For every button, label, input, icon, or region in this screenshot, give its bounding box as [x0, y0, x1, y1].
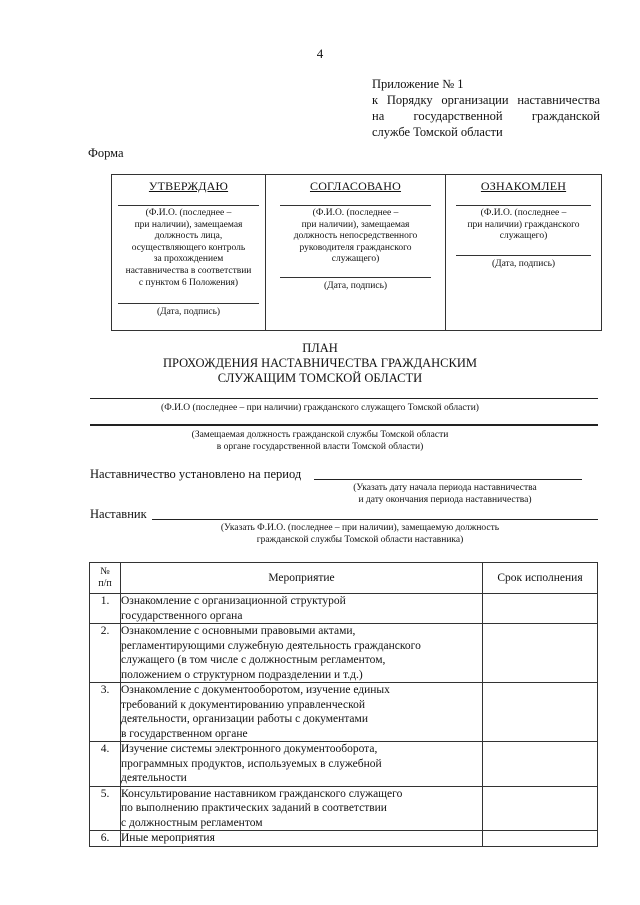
desc-line: должность лица,	[154, 231, 223, 242]
agree-heading: СОГЛАСОВАНО	[309, 179, 402, 193]
row-event	[121, 831, 483, 847]
event-line: Изучение системы электронного документооборота,	[121, 743, 378, 755]
events-table	[89, 562, 598, 847]
table-header-row	[90, 563, 598, 594]
caption-line: (Замещаемая должность гражданской службы Томской области	[191, 430, 449, 440]
event-line: требований к документированию управленческой	[121, 698, 366, 711]
plan-title-line: СЛУЖАЩИМ ТОМСКОЙ ОБЛАСТИ	[217, 371, 423, 385]
desc-line: (Ф.И.О. (последнее –	[145, 208, 232, 218]
form-label: Форма	[88, 146, 124, 160]
row-term	[483, 683, 598, 742]
approval-box	[111, 174, 602, 331]
agree-sign-caption: (Дата, подпись)	[323, 281, 388, 291]
fio-caption: (Ф.И.О (последнее – при наличии) гражданского служащего Томской области)	[161, 403, 479, 413]
row-number: 2.	[90, 624, 121, 683]
row-term	[483, 624, 598, 683]
desc-line: служащего)	[331, 254, 380, 265]
acquainted-sign-caption: (Дата, подпись)	[491, 259, 556, 269]
event-line: программных продуктов, используемых в служебной	[121, 757, 382, 770]
row-event	[121, 594, 483, 624]
approve-description	[112, 208, 265, 289]
row-number: 6.	[90, 831, 121, 847]
event-line: регламентирующими служебную деятельность гражданского	[121, 639, 421, 652]
header-number-line: п/п	[98, 578, 112, 589]
row-term	[483, 594, 598, 624]
acquainted-heading: ОЗНАКОМЛЕН	[480, 179, 567, 193]
signature-line	[456, 255, 591, 256]
acquainted-column	[446, 175, 601, 330]
hint-line: (Указать Ф.И.О. (последнее – при наличии), замещаемую должность	[220, 523, 500, 533]
desc-line: при наличии) гражданского	[467, 219, 580, 230]
signature-line	[280, 277, 431, 278]
approve-heading: УТВЕРЖДАЮ	[148, 179, 229, 193]
table-row	[90, 742, 598, 787]
header-number	[90, 563, 121, 594]
desc-line: при наличии), замещаемая	[301, 219, 410, 230]
plan-title-line: ПЛАН	[302, 341, 338, 355]
event-line: в государственном органе	[121, 727, 248, 740]
event-line: по выполнению практических заданий в соответствии	[121, 802, 387, 814]
desc-line: (Ф.И.О. (последнее –	[312, 208, 399, 218]
row-event	[121, 742, 483, 787]
desc-line: за прохождением	[153, 254, 224, 265]
desc-line: (Ф.И.О. (последнее –	[480, 208, 567, 218]
period-line	[314, 479, 582, 480]
row-event	[121, 683, 483, 742]
event-line: Консультирование наставником гражданского служащего	[121, 787, 403, 800]
event-line: положением о структурном подразделении и т.д.)	[121, 668, 363, 681]
mentor-hint	[170, 522, 550, 546]
table-row	[90, 624, 598, 683]
desc-line: руководителя гражданского	[299, 242, 412, 253]
appendix-line: Приложение № 1	[372, 77, 464, 91]
row-number: 5.	[90, 786, 121, 831]
hint-line: (Указать дату начала периода наставничества	[353, 483, 537, 493]
row-term	[483, 831, 598, 847]
row-number: 4.	[90, 742, 121, 787]
desc-line: служащего)	[499, 231, 548, 242]
desc-line: осуществляющего контроль	[131, 242, 246, 253]
row-term	[483, 786, 598, 831]
row-term	[483, 742, 598, 787]
approve-column	[112, 175, 266, 330]
signature-line	[118, 205, 259, 206]
event-line: Ознакомление с документооборотом, изучение единых	[121, 684, 390, 696]
mentor-line	[152, 519, 598, 520]
signature-line	[280, 205, 431, 206]
period-label: Наставничество установлено на период	[90, 467, 302, 481]
row-number: 3.	[90, 683, 121, 742]
event-line: деятельности, организации работы с документами	[121, 713, 368, 725]
fio-line	[90, 398, 598, 399]
event-line: служащего (в том числе с должностным регламентом,	[121, 654, 386, 666]
event-line: Иные мероприятия	[121, 832, 215, 844]
page-number: 4	[316, 46, 324, 61]
row-event	[121, 624, 483, 683]
mentor-label: Наставник	[90, 507, 147, 521]
agree-description	[266, 208, 445, 266]
agree-column	[266, 175, 446, 330]
signature-line	[456, 205, 591, 206]
table-row	[90, 594, 598, 624]
appendix-line: к Порядку организации наставничества	[372, 93, 600, 107]
appendix-line: службе Томской области	[372, 125, 503, 139]
position-caption	[0, 429, 640, 453]
desc-line: при наличии), замещаемая	[134, 219, 243, 230]
row-number: 1.	[90, 594, 121, 624]
row-event	[121, 786, 483, 831]
event-line: деятельности	[121, 772, 187, 784]
header-term: Срок исполнения	[483, 563, 598, 594]
event-line: государственного органа	[121, 609, 243, 622]
header-number-line: №	[100, 566, 110, 577]
event-line: Ознакомление с основными правовыми актами,	[121, 625, 356, 637]
plan-title	[0, 341, 640, 386]
hint-line: гражданской службы Томской области наставника)	[256, 535, 464, 545]
table-row	[90, 683, 598, 742]
appendix-note	[372, 76, 600, 140]
acquainted-description	[446, 208, 601, 243]
appendix-line: на государственной гражданской	[372, 109, 600, 123]
header-event: Мероприятие	[121, 563, 483, 594]
hint-line: и дату окончания периода наставничества)	[358, 495, 532, 505]
desc-line: с пунктом 6 Положения)	[138, 277, 239, 288]
table-row	[90, 831, 598, 847]
period-hint	[300, 482, 590, 506]
plan-title-line: ПРОХОЖДЕНИЯ НАСТАВНИЧЕСТВА ГРАЖДАНСКИМ	[162, 356, 477, 370]
desc-line: наставничества в соответствии	[125, 265, 252, 276]
desc-line: должность непосредственного	[293, 231, 418, 242]
event-line: Ознакомление с организационной структурой	[121, 595, 346, 607]
approve-sign-caption: (Дата, подпись)	[156, 307, 221, 317]
signature-line	[118, 303, 259, 304]
event-line: с должностным регламентом	[121, 816, 263, 829]
position-line	[90, 424, 598, 426]
caption-line: в органе государственной власти Томской области)	[216, 442, 424, 452]
table-row	[90, 786, 598, 831]
